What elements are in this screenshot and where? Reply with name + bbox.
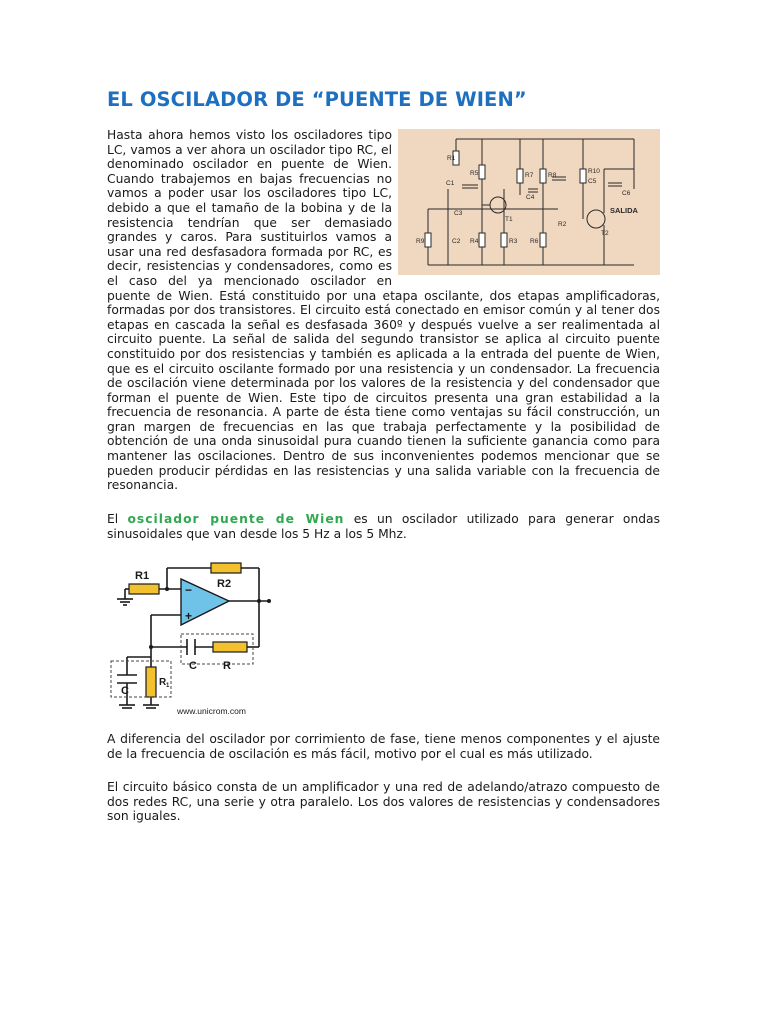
paragraph-basic-circuit: El circuito básico consta de un amplificador y una red de adelando/atrazo compuesto de dos redes RC, una serie y otra paralelo. Los dos valores de resistencias y condensadores son iguales. [107, 780, 660, 824]
label-r5: R5 [470, 170, 479, 177]
label-c-parallel: C [121, 685, 129, 697]
paragraph-definition-start: El [107, 512, 128, 526]
label-c-series: C [189, 660, 197, 672]
label-r2: R2 [217, 578, 232, 590]
label-r1: R1 [447, 155, 456, 162]
label-r9: R9 [416, 238, 425, 245]
resistor-r2 [211, 563, 241, 573]
resistor-r-series [213, 642, 247, 652]
opamp-circuit-diagram [107, 557, 287, 719]
keyword-oscilador-puente-de-wien: oscilador puente de Wien [127, 512, 345, 526]
label-r-parallel: R [159, 677, 167, 688]
label-t2: T2 [601, 230, 609, 237]
watermark-unicrom: www.unicrom.com [177, 706, 246, 716]
opamp-wien-bridge-figure [107, 557, 287, 719]
label-c2: C2 [452, 238, 461, 245]
label-r6: R6 [530, 238, 539, 245]
resistor-r-parallel [146, 667, 156, 697]
label-r2: R2 [558, 221, 567, 228]
label-r3: R3 [509, 238, 518, 245]
label-salida: SALIDA [610, 206, 638, 215]
label-minus: − [185, 583, 193, 597]
label-r10: R10 [588, 168, 600, 175]
label-c3: C3 [454, 210, 463, 217]
label-c5: C5 [588, 178, 597, 185]
label-r1: R1 [135, 570, 150, 582]
paragraph-intro-text: Hasta ahora hemos visto los osciladores tipo LC, vamos a ver ahora un oscilador tipo RC, el denominado oscilador en puente de Wien. Cuando trabajemos en bajas frecuencias no vamos a poder usar los osciladores tipo LC, debido a que el tamaño de la bobina y de la resistencia tendrían que ser demasiado grandes y caros. Para sustituirlos vamos a usar una red desfasadora formada por RC, es decir, resistencias y condensadores, como es el caso del ya mencionado oscilador en puente de Wien. Está constituido por una etapa oscilante, dos etapas amplificadoras, formadas por dos transistores. El circuito está conectado en emisor común y al tener dos etapas en cascada la señal es desfasada 360º y después vuelve a ser realimentada al circuito puente. La señal de salida del segundo transistor se aplica al circuito puente constituido por dos resistencias y también es aplicada a la entrada del puente de Wien, que es el circuito oscilante formado por una resistencia y un condensador. La frecuencia de oscilación viene determinada por los valores de la resistencia y del condensador que forman el puente de Wien. Este tipo de circuitos presenta una gran estabilidad a la frecuencia de resonancia. A parte de ésta tiene como ventajas su fácil construcción, un gran margen de frecuencias en las que trabaja perfectamente y la posibilidad de obtención de una onda sinusoidal pura cuando tienen la suficiente ganancia como para mantener las oscilaciones. Dentro de sus inconvenientes podemos mencionar que se pueden producir pérdidas en las resistencias y una salida variable con la frecuencia de resonancia. [107, 128, 660, 493]
paragraph-definition-end: es un oscilador utilizado para generar ondas sinusoidales que van desde los 5 Hz a los 5 Mhz. [107, 512, 660, 541]
label-t1: T1 [505, 216, 513, 223]
label-r-series: R [223, 660, 231, 672]
transistor-circuit-diagram [398, 129, 660, 275]
resistor-r1 [129, 584, 159, 594]
label-r4: R4 [470, 238, 479, 245]
label-r-parallel-sub: 1 [166, 683, 170, 689]
label-c4: C4 [526, 194, 535, 201]
paragraph-comparison: A diferencia del oscilador por corrimiento de fase, tiene menos componentes y el ajuste de la frecuencia de oscilación es más fácil, motivo por el cual es más utilizado. [107, 732, 660, 761]
label-c6: C6 [622, 190, 631, 197]
label-r7: R7 [525, 172, 534, 179]
label-r8: R8 [548, 172, 557, 179]
label-c1: C1 [446, 180, 455, 187]
label-plus: + [185, 609, 193, 623]
document-title: EL OSCILADOR DE “PUENTE DE WIEN” [107, 88, 527, 111]
paragraph-definition [107, 512, 660, 541]
transistor-wien-circuit-figure [398, 129, 660, 275]
paragraph-intro [107, 128, 660, 493]
